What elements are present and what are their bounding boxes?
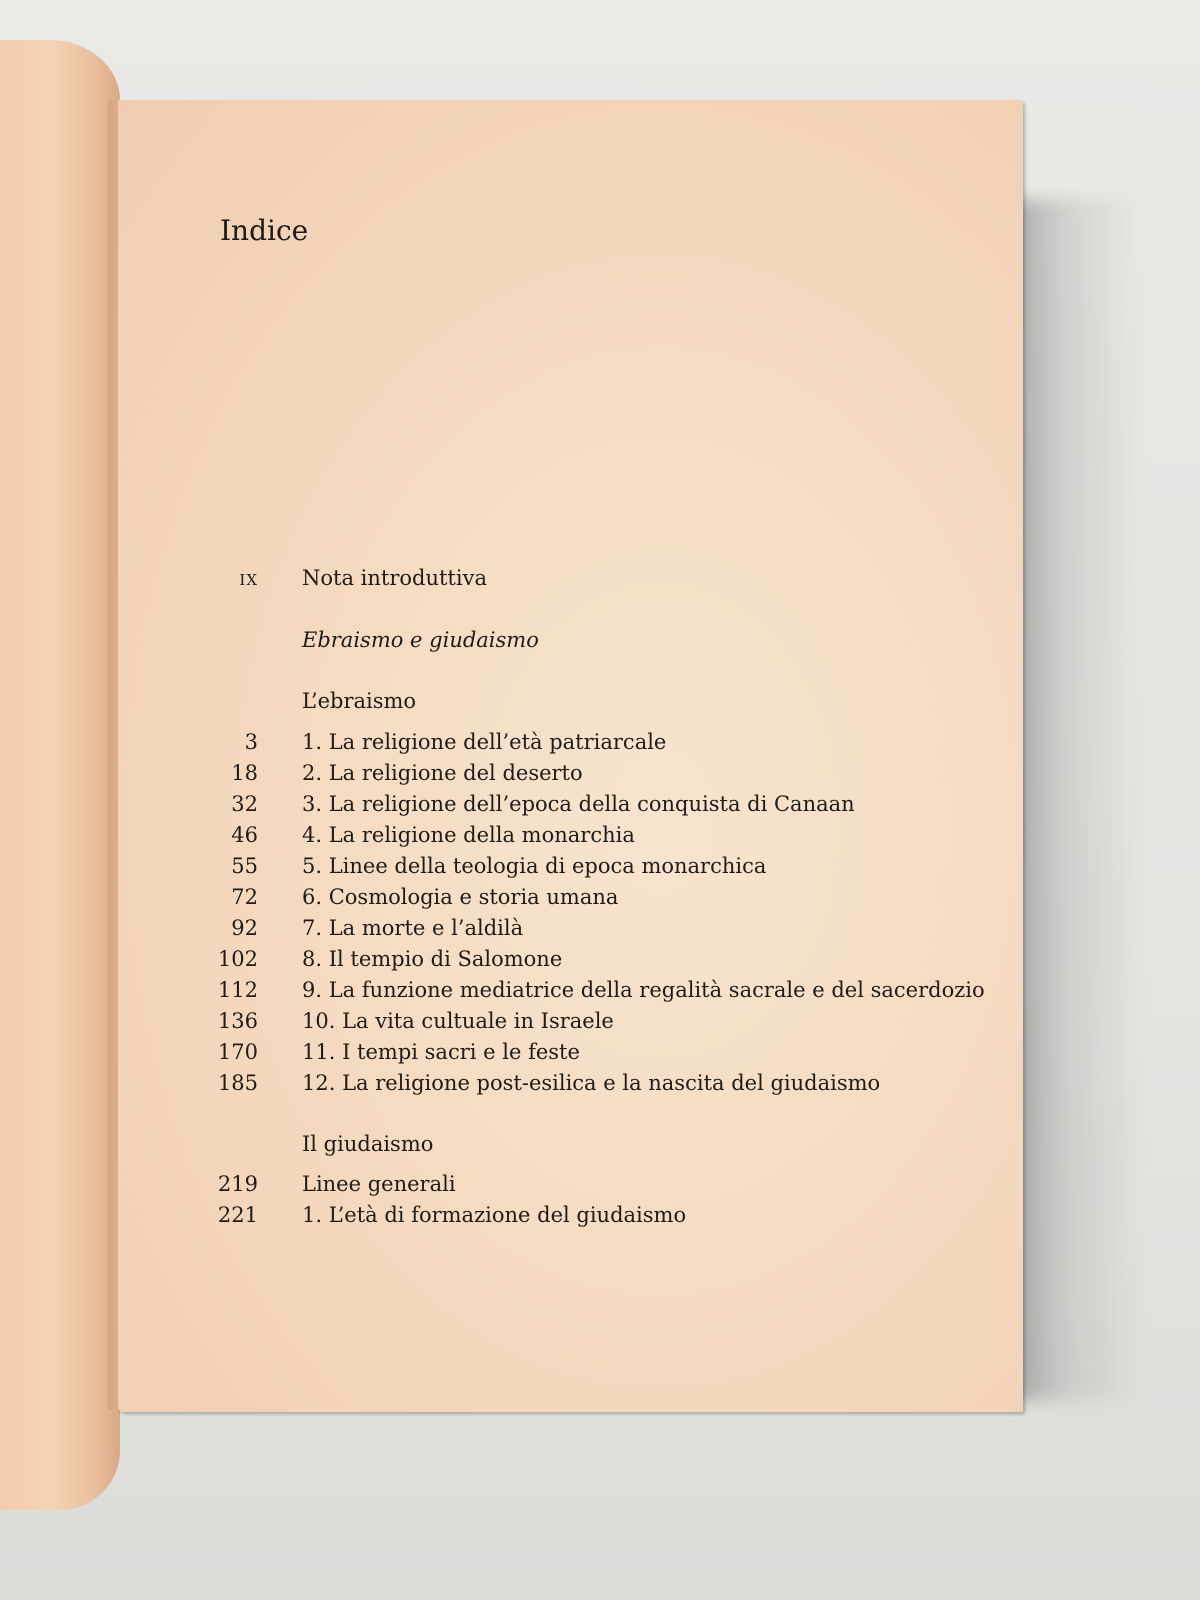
toc-entry-title: 6. Cosmologia e storia umana <box>302 885 619 909</box>
toc-page-number: 170 <box>217 1040 258 1064</box>
toc-entry-title: 7. La morte e l’aldilà <box>302 916 524 940</box>
section-heading-giudaismo: Il giudaismo <box>302 1132 434 1156</box>
toc-page-number: 92 <box>231 916 258 940</box>
toc-entry-title: 11. I tempi sacri e le feste <box>302 1040 580 1064</box>
toc-page-number: 185 <box>217 1071 258 1095</box>
toc-entry <box>200 1040 960 1068</box>
toc-entry-title: 8. Il tempio di Salomone <box>302 947 563 971</box>
toc-entry-title: 3. La religione dell’epoca della conquista di Canaan <box>302 792 855 816</box>
toc-page-number: 221 <box>217 1203 258 1227</box>
toc-entry-title: 4. La religione della monarchia <box>302 823 635 847</box>
part-title: Ebraismo e giudaismo <box>302 628 539 652</box>
book-shadow <box>1010 200 1140 1400</box>
toc-page-number: IX <box>239 571 258 589</box>
toc-entry <box>200 761 960 789</box>
toc-entry <box>200 1071 960 1099</box>
toc-page-number: 72 <box>231 885 258 909</box>
toc-page-number: 18 <box>231 761 258 785</box>
toc-entry-title: Nota introduttiva <box>302 566 487 590</box>
toc-entry <box>200 978 985 1006</box>
toc-entry <box>200 1009 960 1037</box>
toc-entry-title: 5. Linee della teologia di epoca monarchica <box>302 854 767 878</box>
toc-entry <box>200 1172 960 1200</box>
toc-entry-title: 10. La vita cultuale in Israele <box>302 1009 614 1033</box>
toc-page-number: 55 <box>231 854 258 878</box>
toc-entry <box>200 885 960 913</box>
toc-entry-title: 1. La religione dell’età patriarcale <box>302 730 667 754</box>
toc-entry-title: 2. La religione del deserto <box>302 761 583 785</box>
toc-entry-title: 9. La funzione mediatrice della regalità sacrale e del sacerdozio <box>302 978 985 1002</box>
toc-entry <box>200 792 960 820</box>
section-heading-ebraismo: L’ebraismo <box>302 689 417 713</box>
toc-entry <box>200 730 960 758</box>
toc-page-number: 219 <box>217 1172 258 1196</box>
toc-entry <box>200 916 960 944</box>
toc-entry <box>200 947 960 975</box>
toc-entry <box>200 1203 960 1231</box>
page-title: Indice <box>220 214 309 247</box>
left-page-edge <box>0 40 120 1510</box>
toc-entry <box>200 823 960 851</box>
toc-entry-title: 12. La religione post-esilica e la nascita del giudaismo <box>302 1071 881 1095</box>
toc-page-number: 112 <box>217 978 258 1002</box>
toc-page-number: 136 <box>217 1009 258 1033</box>
toc-page-number: 102 <box>217 947 258 971</box>
toc-entry <box>200 854 960 882</box>
toc-entry-title: Linee generali <box>302 1172 456 1196</box>
toc-page-number: 3 <box>244 730 258 754</box>
toc-entry-title: 1. L’età di formazione del giudaismo <box>302 1203 687 1227</box>
toc-page-number: 46 <box>231 823 258 847</box>
toc-entry-intro <box>200 566 960 594</box>
toc-page-number: 32 <box>231 792 258 816</box>
